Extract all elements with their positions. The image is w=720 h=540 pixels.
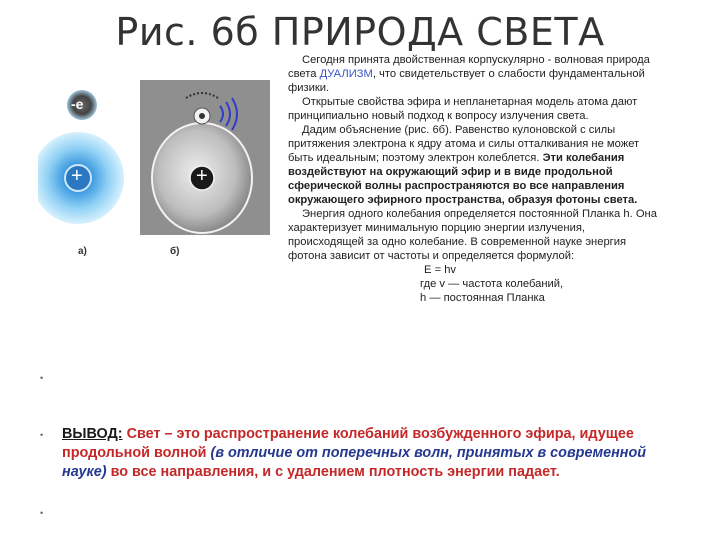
figure-b-atom bbox=[140, 80, 270, 260]
nucleus-plus-a: + bbox=[71, 165, 83, 187]
slide-title: Рис. 6б ПРИРОДА СВЕТА bbox=[115, 10, 605, 54]
formula-where: где v — частота колебаний, bbox=[420, 278, 564, 290]
dualism-term: ДУАЛИЗМ bbox=[319, 68, 373, 80]
figure-b-label: б) bbox=[170, 246, 180, 257]
paragraph-3 bbox=[288, 123, 664, 207]
paragraph-1 bbox=[288, 53, 664, 95]
electron-core bbox=[199, 113, 205, 119]
nucleus-plus-b: + bbox=[196, 165, 208, 187]
conclusion-text-1: Свет – это распространение колебаний возбужденного эфира, идущее продольной волной bbox=[62, 426, 634, 461]
atom-diagram bbox=[38, 80, 138, 255]
conclusion bbox=[62, 425, 652, 482]
bullet-1: • bbox=[40, 373, 44, 383]
bullet-2: • bbox=[40, 430, 44, 440]
formula: E = hv bbox=[424, 264, 457, 276]
conclusion-italic: (в отличие от поперечных волн, принятых в современной науке) bbox=[62, 445, 647, 480]
p1-text-end: , что свидетельствует о слабости фундаментальной физики. bbox=[288, 68, 645, 94]
paragraph-2: Открытые свойства эфира и непланетарная модель атома дают принципиально новый подход к вопросу излучения света. bbox=[288, 96, 638, 122]
electron-label: -e bbox=[71, 96, 84, 112]
formula-planck: h — постоянная Планка bbox=[420, 292, 545, 304]
figure-a-label: а) bbox=[78, 246, 87, 257]
conclusion-text-2: во все направления, и с удалением плотность энергии падает. bbox=[106, 464, 560, 480]
bullet-3: • bbox=[40, 508, 44, 518]
p3-bold-text: Эти колебания воздействуют на окружающий эфир и в виде продольной сферической волны распространяются во все направления окружающего эфирного пространства, образуя фотоны света. bbox=[288, 152, 638, 206]
conclusion-label: ВЫВОД: bbox=[62, 426, 123, 442]
p3-text: Дадим объяснение (рис. 6б). Равенство кулоновской с силы притяжения электрона к ядру атома и силы отталкивания не может быть идеальным; поэтому электрон колеблется. bbox=[288, 124, 640, 164]
p1-text: Сегодня принята двойственная корпускулярно - волновая природа света bbox=[288, 54, 650, 80]
explanation-text bbox=[288, 53, 664, 305]
paragraph-4: Энергия одного колебания определяется постоянной Планка h. Она характеризует минимальную порцию энергии излучения, происходящей за одно колебание. В современной науке энергия фотона зависит от частоты и определяется формулой: bbox=[288, 208, 657, 262]
figure-a-atom bbox=[38, 80, 138, 255]
